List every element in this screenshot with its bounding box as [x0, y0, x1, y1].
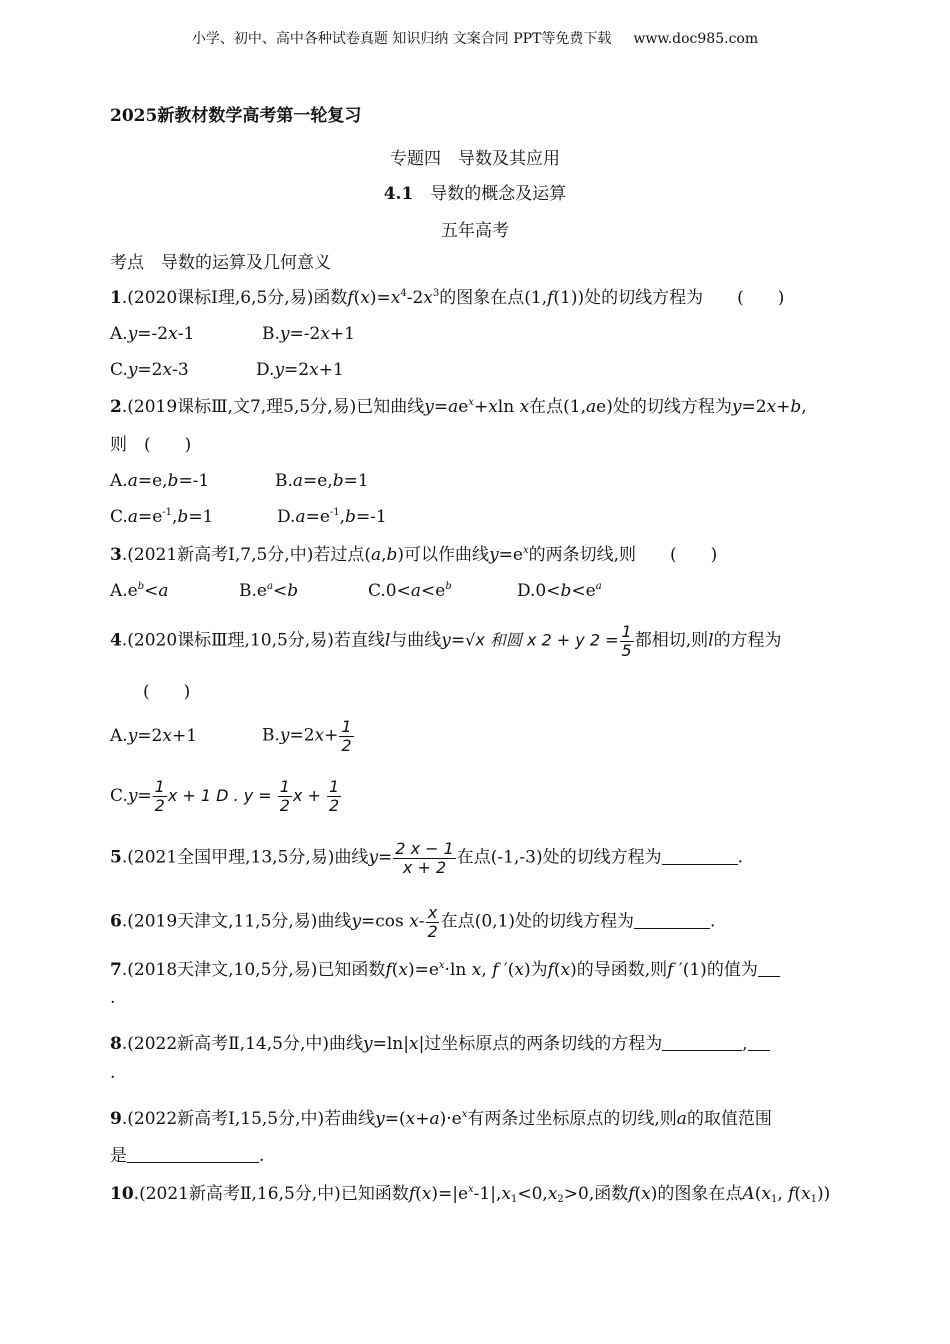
question-source: .(2021全国甲理,13,5分,易) — [121, 847, 335, 868]
question-number: 3 — [110, 545, 122, 565]
answer-paren: ( ) — [143, 682, 191, 702]
answer-blank-1[interactable] — [662, 1036, 742, 1051]
option-a: A.y=2x+1 — [110, 725, 198, 746]
option-b: $B.e^a<b$ — [239, 581, 299, 601]
option-b: B.a=e,b=1 — [275, 471, 369, 491]
q1-options-row1 — [110, 324, 355, 344]
question-source: .(2020课标Ⅰ理,6,5分,易) — [121, 288, 314, 308]
period: . — [110, 988, 116, 1008]
question-number: 10 — [110, 1184, 134, 1204]
question-source: .(2019天津文,11,5分,易) — [121, 911, 318, 932]
question-source: .(2021新高考Ⅰ,7,5分,中) — [121, 545, 314, 565]
topic-title: 专题四 导数及其应用 — [390, 149, 560, 169]
option-a: $A.e^b<a$ — [110, 581, 169, 601]
question-number: 4 — [110, 630, 122, 651]
option-a: A.y=-2x-1 — [110, 324, 195, 344]
question-5: 5.(2021全国甲理,13,5分,易)曲线y= $\frac{2 x - 1}{x + 2}$ 在点(-1,-3)处的切线方程为 . — [110, 839, 743, 877]
question-number: 1 — [110, 288, 122, 308]
answer-paren: ( ) — [670, 545, 718, 565]
question-source: .(2022新高考Ⅱ,14,5分,中) — [121, 1034, 329, 1054]
section-number: 4.1 — [383, 184, 414, 204]
q2-options-row1 — [110, 471, 369, 491]
option-c: C.y= $\frac{1}{2}$ x + 1 — [110, 777, 217, 815]
question-10: 10.(2021新高考Ⅱ,16,5分,中)已知函数$f(x)=|e^x-1|,x_1<0,x_2>0$,函数f(x)的图象在点$A(x_1$, $f(x_1)$) — [110, 1184, 831, 1205]
option-d: D.y=2x+1 — [256, 360, 344, 380]
question-8: 8.(2022新高考Ⅱ,14,5分,中)曲线y=ln|x|过坐标原点的两条切线的方程为 , — [110, 1034, 770, 1054]
answer-blank-2[interactable] — [748, 1036, 770, 1051]
option-c: $C.a=e^{-1},b=1$ — [110, 507, 214, 527]
option-d: $D.0<b<e^a$ — [517, 581, 602, 601]
fraction: $\frac{1}{5}$ — [621, 622, 632, 660]
period: . — [110, 1063, 116, 1083]
option-c: C.y=2x-3 — [110, 360, 189, 380]
kaodian-heading: 考点 导数的运算及几何意义 — [110, 253, 331, 273]
answer-blank[interactable] — [127, 1148, 259, 1163]
option-b: B.y=2x+ $\frac{1}{2}$ — [262, 717, 352, 755]
question-3: 3.(2021新高考Ⅰ,7,5分,中)若过点(a,b)可以作曲线$y=e^x$的两条切线,则 ( ) — [110, 545, 718, 565]
question-number: 9 — [110, 1109, 122, 1129]
option-d: D . y = $\frac{1}{2}$ x + $\frac{1}{2}$ — [216, 777, 340, 815]
question-source: .(2022新高考Ⅰ,15,5分,中) — [121, 1109, 325, 1129]
page-header — [0, 28, 950, 48]
option-a: A.a=e,b=-1 — [110, 471, 210, 491]
option-b: B.y=-2x+1 — [262, 324, 355, 344]
answer-blank[interactable] — [662, 850, 738, 865]
q1-options-row2 — [110, 360, 344, 380]
q4-options-row1 — [110, 718, 355, 754]
answer-blank[interactable] — [634, 914, 710, 929]
question-number: 5 — [110, 847, 122, 868]
question-number: 8 — [110, 1034, 122, 1054]
question-number: 2 — [110, 397, 122, 417]
header-text: 小学、初中、高中各种试卷真题 知识归纳 文案合同 PPT等免费下载 — [191, 31, 612, 47]
answer-blank[interactable] — [758, 962, 780, 977]
question-7: 7.(2018天津文,10,5分,易)已知函数$f(x)=e^x\cdot\ln$ x, f ′(x)为f(x)的导函数,则f ′(1)的值为 — [110, 960, 780, 980]
section-name: 导数的概念及运算 — [430, 184, 567, 204]
doc-title: 2025新教材数学高考第一轮复习 — [110, 106, 362, 126]
question-1: 1.(2020课标Ⅰ理,6,5分,易)函数$f(x)=x^4-2x^3$的图象在点(1,f(1))处的切线方程为 ( ) — [110, 288, 785, 308]
answer-paren: ( ) — [737, 288, 785, 308]
option-c: $C.0<a<e^b$ — [368, 581, 452, 601]
subsection-title: 五年高考 — [441, 221, 509, 241]
question-2: 2.(2019课标Ⅲ,文7,理5,5分,易)已知曲线$y=ae^x+xln$ x在点(1,ae)处的切线方程为y=2x+b, — [110, 397, 807, 417]
option-d: $D.a=e^{-1},b=-1$ — [277, 507, 387, 527]
q2-options-row2 — [110, 507, 387, 527]
q3-options — [110, 581, 602, 601]
question-number: 6 — [110, 911, 122, 932]
header-url[interactable]: www.doc985.com — [633, 31, 759, 47]
question-source: .(2021新高考Ⅱ,16,5分,中) — [133, 1184, 341, 1204]
q4-options-row2 — [110, 778, 342, 814]
question-source: .(2020课标Ⅲ理,10,5分,易) — [121, 630, 334, 651]
question-4: 4.(2020课标Ⅲ理,10,5分,易)若直线l与曲线y=√x 和圆 x 2 + y 2 = $\frac{1}{5}$ 都相切,则l的方程为 — [110, 622, 782, 660]
question-source: .(2018天津文,10,5分,易) — [121, 960, 318, 980]
question-2-cont: 则 ( ) — [110, 435, 192, 455]
question-9: 9.(2022新高考Ⅰ,15,5分,中)若曲线$y=(x+a)\cdot e^x$有两条过坐标原点的切线,则a的取值范围 — [110, 1109, 772, 1129]
section-title — [0, 179, 950, 204]
question-source: .(2019课标Ⅲ,文7,理5,5分,易) — [121, 397, 357, 417]
question-9-cont: 是 . — [110, 1146, 265, 1166]
question-number: 7 — [110, 960, 122, 980]
question-6: 6.(2019天津文,11,5分,易)曲线y=cos x- $\frac{x}{2}$ 在点(0,1)处的切线方程为 . — [110, 903, 716, 941]
